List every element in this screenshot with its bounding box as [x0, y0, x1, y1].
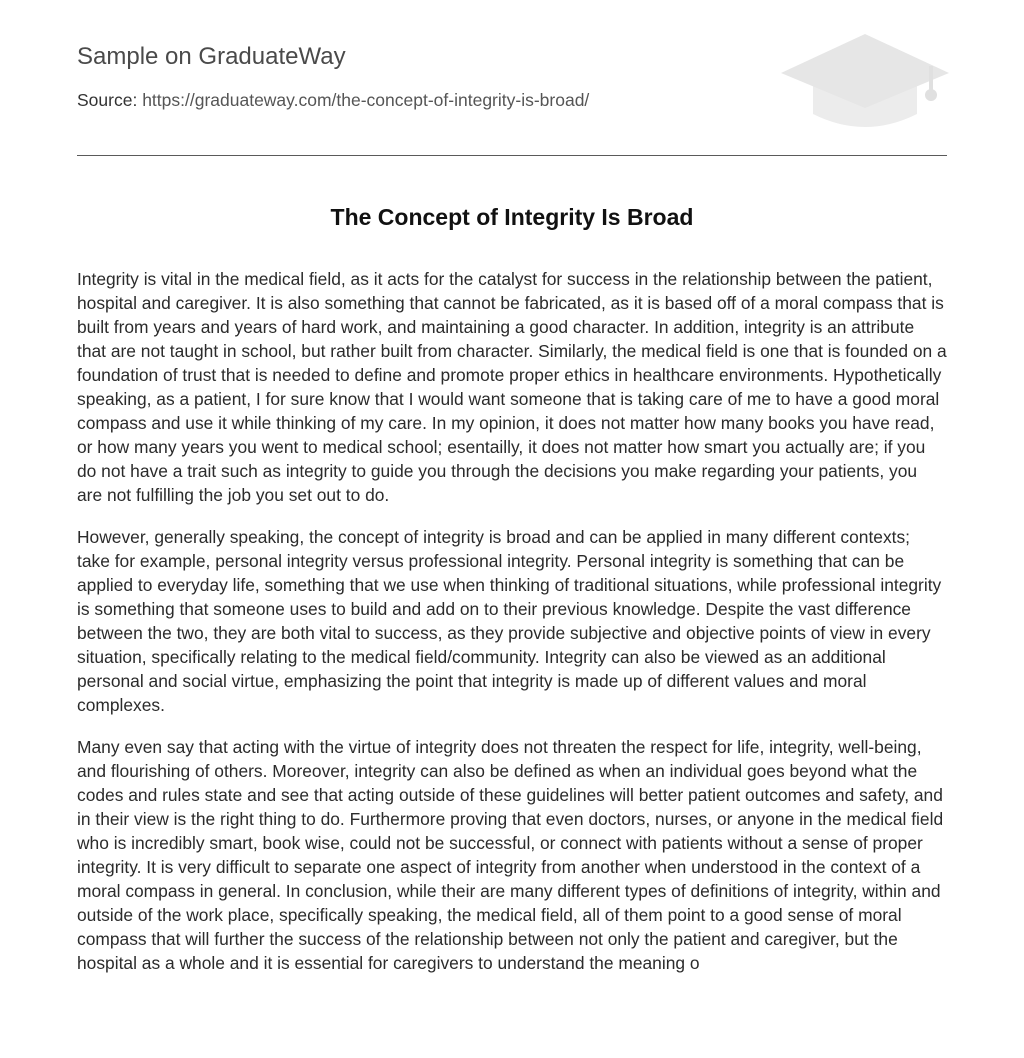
site-title: Sample on GraduateWay — [77, 43, 346, 70]
source-link[interactable]: https://graduateway.com/the-concept-of-integrity-is-broad/ — [142, 90, 590, 110]
page-header — [77, 0, 947, 156]
article-title: The Concept of Integrity Is Broad — [330, 204, 694, 230]
source-line — [77, 90, 589, 111]
source-label: Source: — [77, 90, 138, 110]
article-paragraph-3: Many even say that acting with the virtue of integrity does not threaten the respect for life, integrity, well-being, and flourishing of others. Moreover, integrity can also be defined as when an individual goes beyond what the codes and rules state and see that acting outside of these guidelines will better patient outcomes and safety, and in their view is the right thing to do. Furthermore proving that even doctors, nurses, or anyone in the medical field who is incredibly smart, book wise, could not be successful, or connect with patients without a sense of proper integrity. It is very difficult to separate one aspect of integrity from another when understood in the context of a moral compass in general. In conclusion, while their are many different types of definitions of integrity, within and outside of the work place, specifically speaking, the medical field, all of them point to a good sense of moral compass that will further the success of the relationship between not only the patient and caregiver, but the hospital as a whole and it is essential for caregivers to understand the meaning o — [77, 737, 944, 973]
article-body — [77, 267, 947, 993]
graduation-cap-icon — [781, 28, 949, 134]
header-divider — [77, 155, 947, 156]
article-paragraph-1: Integrity is vital in the medical field, as it acts for the catalyst for success in the relationship between the patient, hospital and caregiver. It is also something that cannot be fabricated, as it is based off of a moral compass that is built from years and years of hard work, and maintaining a good character. In addition, integrity is an attribute that are not taught in school, but rather built from character. Similarly, the medical field is one that is founded on a foundation of trust that is needed to define and promote proper ethics in healthcare environments. Hypothetically speaking, as a patient, I for sure know that I would want someone that is taking care of me to have a good moral compass and use it while thinking of my care. In my opinion, it does not matter how many books you have read, or how many years you went to medical school; esentailly, it does not matter how smart you actually are; if you do not have a trait such as integrity to guide you through the decisions you make regarding your patients, you are not fulfilling the job you set out to do. — [77, 269, 947, 505]
article-paragraph-2: However, generally speaking, the concept of integrity is broad and can be applied in many different contexts; take for example, personal integrity versus professional integrity. Personal integrity is something that can be applied to everyday life, something that we use when thinking of traditional situations, while professional integrity is something that someone uses to build and add on to their previous knowledge. Despite the vast difference between the two, they are both vital to success, as they provide subjective and objective points of view in every situation, specifically relating to the medical field/community. Integrity can also be viewed as an additional personal and social virtue, emphasizing the point that integrity is made up of different values and moral complexes. — [77, 527, 942, 715]
